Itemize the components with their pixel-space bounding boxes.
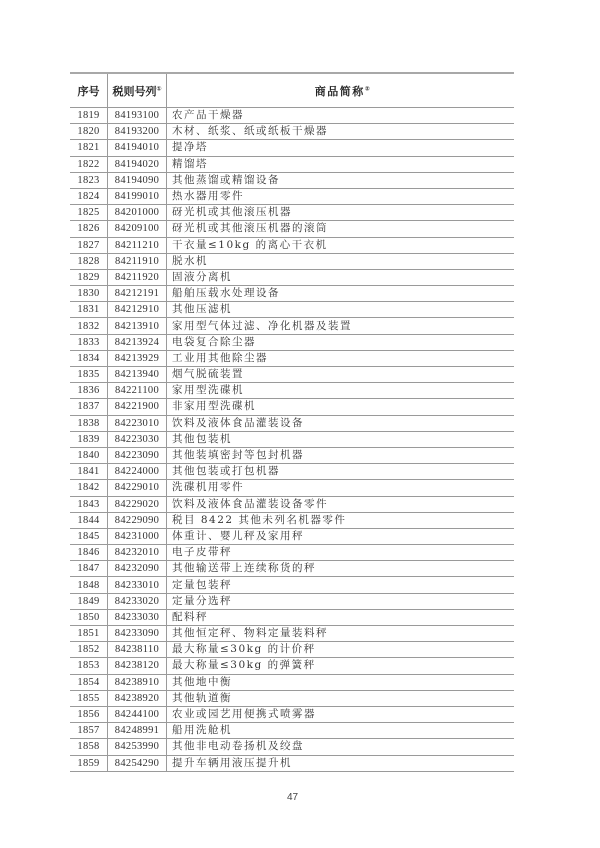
row-tariff-code: 84201000 bbox=[108, 205, 167, 221]
row-product-name: 其他蒸馏或精馏设备 bbox=[167, 172, 515, 188]
table-row bbox=[70, 205, 514, 221]
row-tariff-code: 84213910 bbox=[108, 318, 167, 334]
row-seq: 1831 bbox=[70, 302, 108, 318]
row-seq: 1826 bbox=[70, 221, 108, 237]
row-tariff-code: 84212191 bbox=[108, 286, 167, 302]
table-row bbox=[70, 350, 514, 366]
row-product-name: 饮料及液体食品灌装设备零件 bbox=[167, 496, 515, 512]
table-row bbox=[70, 528, 514, 544]
row-product-name: 提升车辆用液压提升机 bbox=[167, 755, 515, 771]
row-tariff-code: 84194010 bbox=[108, 140, 167, 156]
row-product-name: 其他包装机 bbox=[167, 431, 515, 447]
row-product-name: 最大称量≤30kg 的计价秤 bbox=[167, 642, 515, 658]
table-row bbox=[70, 626, 514, 642]
row-tariff-code: 84244100 bbox=[108, 706, 167, 722]
table-row bbox=[70, 706, 514, 722]
row-seq: 1833 bbox=[70, 334, 108, 350]
row-seq: 1856 bbox=[70, 706, 108, 722]
row-seq: 1849 bbox=[70, 593, 108, 609]
row-tariff-code: 84194090 bbox=[108, 172, 167, 188]
row-seq: 1847 bbox=[70, 561, 108, 577]
row-product-name: 其他包装或打包机器 bbox=[167, 464, 515, 480]
row-product-name: 农业或园艺用便携式喷雾器 bbox=[167, 706, 515, 722]
row-product-name: 脱水机 bbox=[167, 253, 515, 269]
row-seq: 1846 bbox=[70, 545, 108, 561]
table-row bbox=[70, 674, 514, 690]
row-product-name: 配料秤 bbox=[167, 609, 515, 625]
row-tariff-code: 84211920 bbox=[108, 269, 167, 285]
row-tariff-code: 84248991 bbox=[108, 723, 167, 739]
row-product-name: 定量分选秤 bbox=[167, 593, 515, 609]
row-product-name: 其他恒定秤、物料定量装料秤 bbox=[167, 626, 515, 642]
row-tariff-code: 84254290 bbox=[108, 755, 167, 771]
row-seq: 1819 bbox=[70, 108, 108, 124]
row-tariff-code: 84238920 bbox=[108, 690, 167, 706]
table-row bbox=[70, 415, 514, 431]
row-product-name: 最大称量≤30kg 的弹簧秤 bbox=[167, 658, 515, 674]
row-product-name: 砑光机或其他滚压机器 bbox=[167, 205, 515, 221]
row-product-name: 其他非电动卷扬机及绞盘 bbox=[167, 739, 515, 755]
table-row bbox=[70, 658, 514, 674]
row-seq: 1857 bbox=[70, 723, 108, 739]
row-seq: 1855 bbox=[70, 690, 108, 706]
table-body bbox=[70, 108, 514, 772]
row-product-name: 固液分离机 bbox=[167, 269, 515, 285]
row-seq: 1854 bbox=[70, 674, 108, 690]
table-row bbox=[70, 318, 514, 334]
row-product-name: 木材、纸浆、纸或纸板干燥器 bbox=[167, 124, 515, 140]
row-product-name: 其他输送带上连续称货的秤 bbox=[167, 561, 515, 577]
row-tariff-code: 84193100 bbox=[108, 108, 167, 124]
row-tariff-code: 84233020 bbox=[108, 593, 167, 609]
row-product-name: 热水器用零件 bbox=[167, 188, 515, 204]
row-seq: 1830 bbox=[70, 286, 108, 302]
row-seq: 1832 bbox=[70, 318, 108, 334]
row-seq: 1845 bbox=[70, 528, 108, 544]
row-product-name: 船舶压载水处理设备 bbox=[167, 286, 515, 302]
row-tariff-code: 84231000 bbox=[108, 528, 167, 544]
row-seq: 1843 bbox=[70, 496, 108, 512]
row-seq: 1829 bbox=[70, 269, 108, 285]
table-row bbox=[70, 367, 514, 383]
row-tariff-code: 84212910 bbox=[108, 302, 167, 318]
row-product-name: 农产品干燥器 bbox=[167, 108, 515, 124]
row-product-name: 家用型洗碟机 bbox=[167, 383, 515, 399]
row-tariff-code: 84199010 bbox=[108, 188, 167, 204]
header-seq-label: 序号 bbox=[77, 84, 100, 98]
table-row bbox=[70, 172, 514, 188]
table-row bbox=[70, 593, 514, 609]
row-product-name: 干衣量≤10kg 的离心干衣机 bbox=[167, 237, 515, 253]
row-product-name: 饮料及液体食品灌装设备 bbox=[167, 415, 515, 431]
header-tariff-label: 税则号列 bbox=[112, 84, 157, 98]
row-seq: 1841 bbox=[70, 464, 108, 480]
row-product-name: 砑光机或其他滚压机器的滚筒 bbox=[167, 221, 515, 237]
row-tariff-code: 84238110 bbox=[108, 642, 167, 658]
row-product-name: 电袋复合除尘器 bbox=[167, 334, 515, 350]
table-row bbox=[70, 577, 514, 593]
table-row bbox=[70, 447, 514, 463]
row-seq: 1840 bbox=[70, 447, 108, 463]
header-name-label: 商品简称 bbox=[314, 84, 365, 98]
row-seq: 1858 bbox=[70, 739, 108, 755]
row-product-name: 其他轨道衡 bbox=[167, 690, 515, 706]
row-tariff-code: 84229010 bbox=[108, 480, 167, 496]
row-seq: 1859 bbox=[70, 755, 108, 771]
row-product-name: 船用洗舱机 bbox=[167, 723, 515, 739]
row-product-name: 电子皮带秤 bbox=[167, 545, 515, 561]
row-tariff-code: 84213929 bbox=[108, 350, 167, 366]
row-product-name: 洗碟机用零件 bbox=[167, 480, 515, 496]
header-seq bbox=[70, 73, 108, 108]
row-tariff-code: 84213940 bbox=[108, 367, 167, 383]
table-row bbox=[70, 156, 514, 172]
row-tariff-code: 84211910 bbox=[108, 253, 167, 269]
row-seq: 1852 bbox=[70, 642, 108, 658]
table-row bbox=[70, 253, 514, 269]
header-name bbox=[167, 73, 515, 108]
table-row bbox=[70, 690, 514, 706]
row-seq: 1828 bbox=[70, 253, 108, 269]
row-tariff-code: 84229020 bbox=[108, 496, 167, 512]
table-row bbox=[70, 334, 514, 350]
row-tariff-code: 84232010 bbox=[108, 545, 167, 561]
row-tariff-code: 84223030 bbox=[108, 431, 167, 447]
table-row bbox=[70, 286, 514, 302]
row-product-name: 体重计、婴儿秤及家用秤 bbox=[167, 528, 515, 544]
table-row bbox=[70, 399, 514, 415]
row-tariff-code: 84213924 bbox=[108, 334, 167, 350]
row-seq: 1850 bbox=[70, 609, 108, 625]
row-tariff-code: 84209100 bbox=[108, 221, 167, 237]
table-row bbox=[70, 221, 514, 237]
row-seq: 1853 bbox=[70, 658, 108, 674]
table-header-row bbox=[70, 73, 514, 108]
row-seq: 1848 bbox=[70, 577, 108, 593]
row-tariff-code: 84194020 bbox=[108, 156, 167, 172]
row-tariff-code: 84221100 bbox=[108, 383, 167, 399]
row-seq: 1822 bbox=[70, 156, 108, 172]
row-seq: 1842 bbox=[70, 480, 108, 496]
row-tariff-code: 84211210 bbox=[108, 237, 167, 253]
table-row bbox=[70, 383, 514, 399]
table-row bbox=[70, 545, 514, 561]
row-tariff-code: 84238120 bbox=[108, 658, 167, 674]
row-tariff-code: 84233030 bbox=[108, 609, 167, 625]
table-row bbox=[70, 512, 514, 528]
row-seq: 1824 bbox=[70, 188, 108, 204]
row-tariff-code: 84229090 bbox=[108, 512, 167, 528]
table-row bbox=[70, 609, 514, 625]
row-seq: 1834 bbox=[70, 350, 108, 366]
row-product-name: 其他装填密封等包封机器 bbox=[167, 447, 515, 463]
row-product-name: 其他压滤机 bbox=[167, 302, 515, 318]
row-product-name: 工业用其他除尘器 bbox=[167, 350, 515, 366]
row-seq: 1851 bbox=[70, 626, 108, 642]
row-product-name: 税目 8422 其他未列名机器零件 bbox=[167, 512, 515, 528]
table-row bbox=[70, 464, 514, 480]
tariff-table bbox=[70, 72, 514, 772]
table-row bbox=[70, 723, 514, 739]
table-row bbox=[70, 480, 514, 496]
table-row bbox=[70, 642, 514, 658]
table-row bbox=[70, 496, 514, 512]
row-seq: 1836 bbox=[70, 383, 108, 399]
table-row bbox=[70, 302, 514, 318]
row-product-name: 精馏塔 bbox=[167, 156, 515, 172]
row-seq: 1838 bbox=[70, 415, 108, 431]
row-seq: 1837 bbox=[70, 399, 108, 415]
row-product-name: 非家用型洗碟机 bbox=[167, 399, 515, 415]
page-number: 47 bbox=[287, 792, 299, 803]
row-tariff-code: 84193200 bbox=[108, 124, 167, 140]
table-row bbox=[70, 124, 514, 140]
table-row bbox=[70, 140, 514, 156]
row-tariff-code: 84238910 bbox=[108, 674, 167, 690]
table-row bbox=[70, 237, 514, 253]
row-seq: 1821 bbox=[70, 140, 108, 156]
row-tariff-code: 84221900 bbox=[108, 399, 167, 415]
table-row bbox=[70, 561, 514, 577]
row-tariff-code: 84224000 bbox=[108, 464, 167, 480]
row-seq: 1820 bbox=[70, 124, 108, 140]
row-product-name: 提净塔 bbox=[167, 140, 515, 156]
row-tariff-code: 84223090 bbox=[108, 447, 167, 463]
row-tariff-code: 84233010 bbox=[108, 577, 167, 593]
row-product-name: 烟气脱硫装置 bbox=[167, 367, 515, 383]
row-product-name: 家用型气体过滤、净化机器及装置 bbox=[167, 318, 515, 334]
row-seq: 1825 bbox=[70, 205, 108, 221]
row-seq: 1827 bbox=[70, 237, 108, 253]
table-row bbox=[70, 188, 514, 204]
table-row bbox=[70, 108, 514, 124]
table-row bbox=[70, 755, 514, 771]
row-seq: 1844 bbox=[70, 512, 108, 528]
row-tariff-code: 84233090 bbox=[108, 626, 167, 642]
header-tariff bbox=[108, 73, 167, 108]
table-row bbox=[70, 269, 514, 285]
footnote-marker: ① bbox=[156, 84, 162, 92]
footnote-marker: ② bbox=[364, 84, 372, 92]
row-product-name: 定量包装秤 bbox=[167, 577, 515, 593]
row-tariff-code: 84223010 bbox=[108, 415, 167, 431]
table-row bbox=[70, 739, 514, 755]
row-tariff-code: 84232090 bbox=[108, 561, 167, 577]
row-product-name: 其他地中衡 bbox=[167, 674, 515, 690]
row-seq: 1823 bbox=[70, 172, 108, 188]
row-seq: 1835 bbox=[70, 367, 108, 383]
table-row bbox=[70, 431, 514, 447]
row-tariff-code: 84253990 bbox=[108, 739, 167, 755]
row-seq: 1839 bbox=[70, 431, 108, 447]
